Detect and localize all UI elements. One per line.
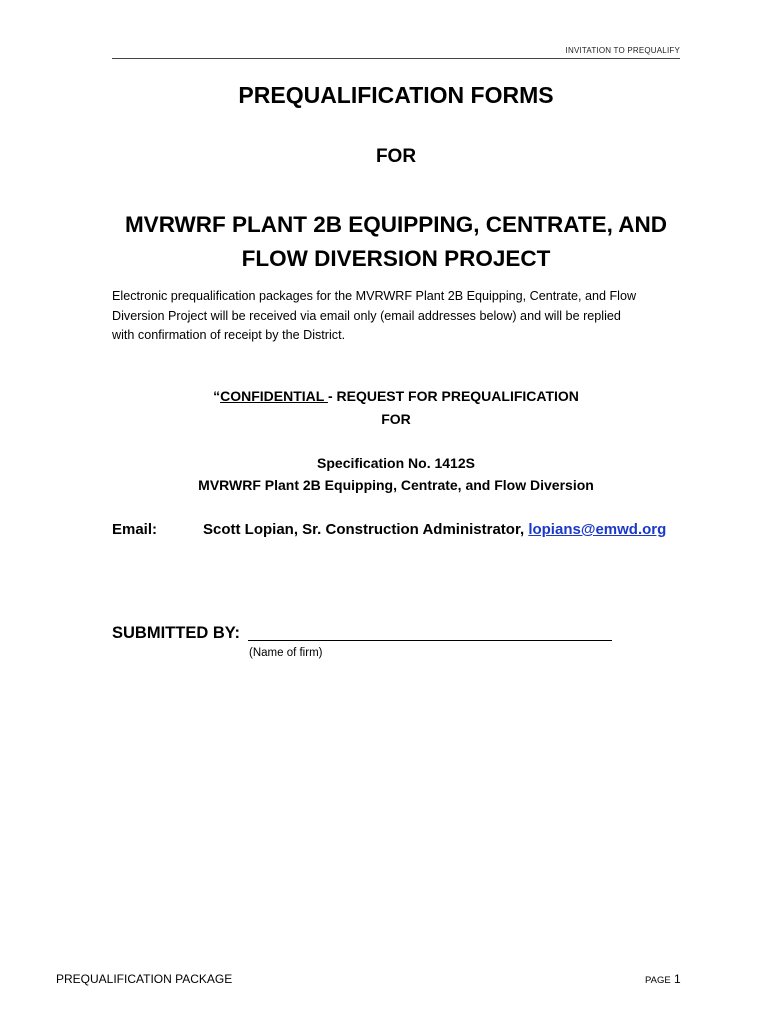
firm-name-caption: (Name of firm) [249,647,323,659]
for-subheading: FOR [381,411,411,427]
for-heading: FOR [375,146,417,167]
header-rule [112,58,680,59]
footer-package-label: PREQUALIFICATION PACKAGE [56,972,233,986]
confidential-heading [112,388,680,404]
specification-title: MVRWRF Plant 2B Equipping, Centrate, and Flow Diversion [198,477,594,493]
intro-line-3: with confirmation of receipt by the District. [112,328,346,342]
intro-paragraph [112,287,682,346]
contact-line [203,521,666,538]
confidential-word: CONFIDENTIAL [220,388,328,404]
project-title [112,208,680,276]
intro-line-2: Diversion Project will be received via email only (email addresses below) and will be replied [112,308,621,323]
intro-line-1: Electronic prequalification packages for the MVRWRF Plant 2B Equipping, Centrate, and Flow [112,289,637,303]
email-label: Email: [112,521,158,538]
open-quote: “ [213,388,221,404]
contact-name: Scott Lopian, Sr. Construction Administrator, [203,521,529,538]
document-title: PREQUALIFICATION FORMS [238,82,554,108]
project-title-line-1: MVRWRF PLANT 2B EQUIPPING, CENTRATE, AND [124,212,668,237]
running-header: INVITATION TO PREQUALIFY [565,46,680,55]
page-number: 1 [674,972,681,986]
specification-number: Specification No. 1412S [317,455,475,471]
footer-page-number [645,972,681,986]
page-label: PAGE [645,975,671,986]
confidential-rest: - REQUEST FOR PREQUALIFICATION [327,388,579,404]
submitted-by-label: SUBMITTED BY: [112,624,241,642]
firm-name-blank-line[interactable] [248,640,612,641]
project-title-line-2: FLOW DIVERSION PROJECT [241,246,551,271]
contact-email-link[interactable]: lopians@emwd.org [528,521,667,538]
